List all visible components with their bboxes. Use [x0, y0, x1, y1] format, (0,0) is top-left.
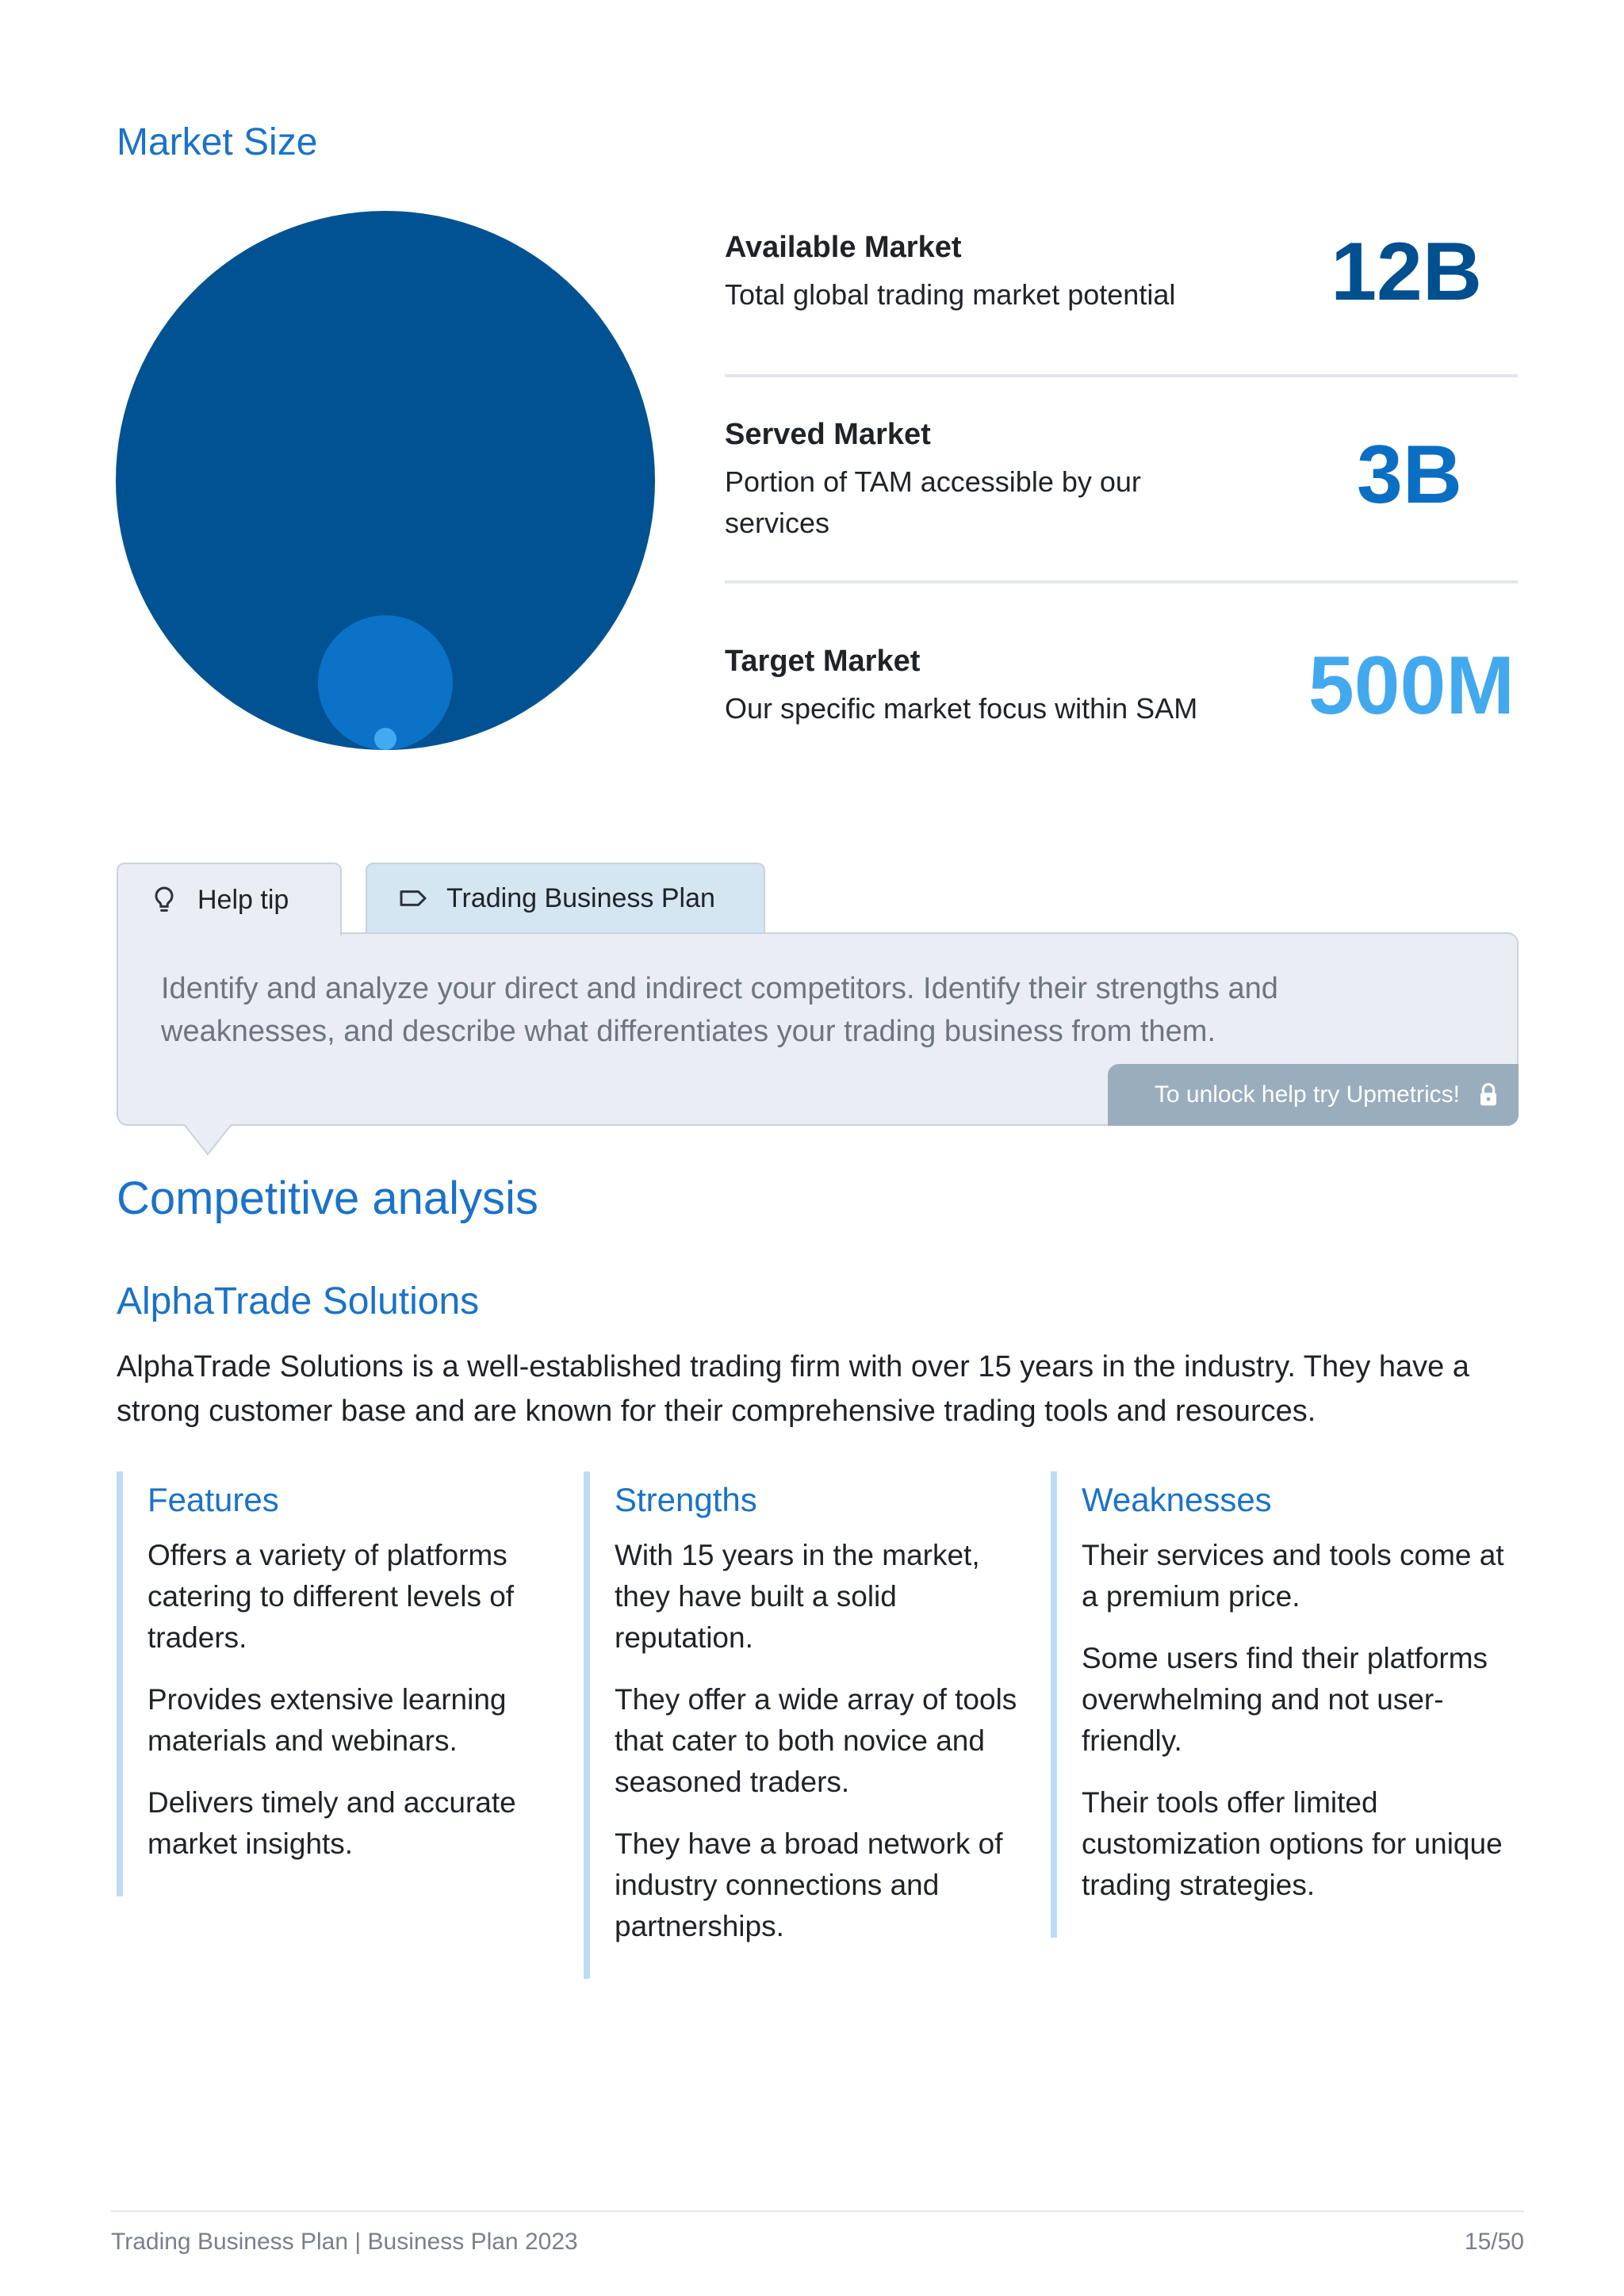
- help-tip-text: Identify and analyze your direct and indirect competitors. Identify their strengths and weaknesses, and describe what differentiates your trading business from them.: [161, 972, 1278, 1048]
- divider: [725, 374, 1518, 377]
- metric-description: Our specific market focus within SAM: [725, 692, 1198, 725]
- metric-description: Total global trading market potential: [725, 278, 1176, 311]
- competitive-analysis-title: Competitive analysis: [117, 1173, 538, 1224]
- unlock-label: To unlock help try Upmetrics!: [1154, 1081, 1460, 1108]
- column-title: Weaknesses: [1082, 1481, 1272, 1518]
- tab-help-tip[interactable]: [117, 863, 342, 936]
- competitor-description: AlphaTrade Solutions is a well-established trading firm with over 15 years in the industry. They have a strong customer base and are known for their comprehensive trading tools and resources.: [117, 1350, 1469, 1428]
- list-item: Provides extensive learning materials and webinars.: [147, 1683, 507, 1757]
- metric-description: Portion of TAM accessible by our services: [725, 465, 1141, 539]
- list-item: They have a broad network of industry connections and partnerships.: [615, 1827, 1003, 1942]
- weaknesses-column: [1051, 1471, 1526, 1938]
- tab-label: Trading Business Plan: [446, 882, 715, 913]
- tab-label: Help tip: [197, 884, 289, 915]
- metric-label: Available Market: [725, 231, 962, 264]
- metric-label: Served Market: [725, 418, 931, 451]
- target-market-circle: [374, 728, 396, 750]
- column-title: Strengths: [615, 1481, 757, 1518]
- list-item: They offer a wide array of tools that cater to both novice and seasoned traders.: [615, 1683, 1017, 1798]
- metric-available: [725, 228, 1518, 371]
- tab-trading-business-plan[interactable]: [366, 863, 765, 932]
- divider: [725, 580, 1518, 584]
- tag-icon: [397, 882, 429, 914]
- list-item: With 15 years in the market, they have built a solid reputation.: [615, 1539, 980, 1654]
- metric-label: Target Market: [725, 645, 921, 678]
- list-item: Their services and tools come at a premium price.: [1082, 1539, 1504, 1613]
- metric-value: 3B: [1357, 429, 1462, 521]
- strengths-column: [584, 1471, 1036, 1979]
- list-item: Some users find their platforms overwhelming and not user-friendly.: [1082, 1642, 1488, 1757]
- list-item: Their tools offer limited customization options for unique trading strategies.: [1082, 1786, 1503, 1901]
- market-size-circles: [116, 211, 655, 750]
- lightbulb-icon: [148, 884, 180, 916]
- unlock-help-button[interactable]: [1108, 1064, 1519, 1126]
- metric-target: [725, 642, 1518, 777]
- column-title: Features: [147, 1481, 279, 1518]
- features-column: [117, 1471, 561, 1896]
- metric-value: 12B: [1331, 226, 1482, 318]
- market-size-title: Market Size: [117, 121, 318, 163]
- competitor-name: AlphaTrade Solutions: [117, 1280, 480, 1322]
- list-item: Delivers timely and accurate market insights.: [147, 1786, 516, 1860]
- metric-served: [725, 415, 1518, 574]
- lock-icon: [1476, 1082, 1501, 1108]
- help-tip-panel: [117, 932, 1519, 1126]
- footer-divider: [111, 2210, 1524, 2212]
- metric-value: 500M: [1308, 640, 1515, 732]
- footer-page-number: 15/50: [1464, 2229, 1524, 2255]
- list-item: Offers a variety of platforms catering to different levels of traders.: [147, 1539, 515, 1654]
- footer-document-title: Trading Business Plan | Business Plan 2023: [111, 2229, 578, 2255]
- help-tip-pointer: [184, 1124, 232, 1156]
